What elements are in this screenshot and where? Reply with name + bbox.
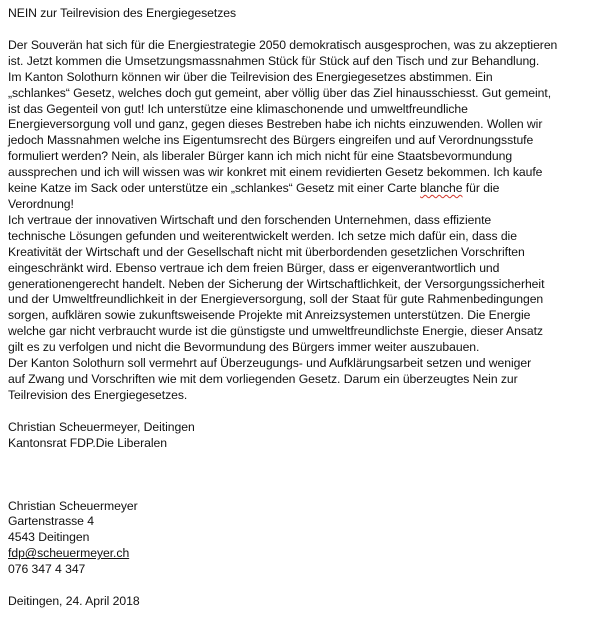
address-street: Gartenstrasse 4 bbox=[8, 514, 94, 529]
signature-name: Christian Scheuermeyer, Deitingen bbox=[8, 419, 195, 434]
address-name: Christian Scheuermeyer bbox=[8, 498, 138, 513]
spacer bbox=[8, 404, 596, 420]
spacer bbox=[8, 578, 596, 594]
email-link[interactable]: fdp@scheuermeyer.ch bbox=[8, 546, 130, 561]
para1-text-before: Der Souverän hat sich für die Energiestrategie 2050 demokratisch ausgesprochen, was zu akzeptieren ist. Jetzt kommen die Umsetzungsmassnahmen Stück für Stück auf den Tisch und zur Behandlung. Im Kanton Solothurn können wir über die Teilrevision des Energiegesetzes abstimmen. Ein „schlankes“ Gesetz, welches doch gut gemeint, aber völlig über das Ziel hinausschiesst. Gut gemeint, ist das Gegenteil von gut! Ich unterstütze eine klimaschonende und umweltfreundliche Energieversorgung voll und ganz, gegen dieses Bestreben habe ich nichts einzuwenden. Wollen wir jedoch Massnahmen welche ins Eigentumsrecht des Bürgers eingreifen und auf Verordnungsstufe formuliert werden? Nein, als liberaler Bürger kann ich mich nicht für eine Staatsbevormundung aussprechen und ich will wissen was wir konkret mit einem revidierten Gesetz bekommen. Ich kaufe keine Katze im Sack oder unterstütze ein „schlankes“ Gesetz mit einer Carte bbox=[8, 37, 558, 196]
address-phone: 076 347 4 347 bbox=[8, 562, 86, 577]
address-email-line bbox=[8, 546, 596, 562]
document-title: NEIN zur Teilrevision des Energiegesetzes bbox=[8, 6, 237, 20]
spacer bbox=[8, 22, 596, 38]
date-line: Deitingen, 24. April 2018 bbox=[8, 594, 140, 609]
document-page bbox=[8, 6, 596, 610]
address-city: 4543 Deitingen bbox=[8, 530, 90, 545]
spacer bbox=[8, 452, 596, 499]
body-paragraph-3: Der Kanton Solothurn soll vermehrt auf Überzeugungs- und Aufklärungsarbeit setzen und weniger auf Zwang und Vorschriften wie mit dem vorliegenden Gesetz. Darum ein überzeugtes Nein zur Teilrevision des Energiegesetzes. bbox=[8, 356, 532, 402]
para1-text-after: für die Verordnung! bbox=[8, 181, 500, 211]
signature-role: Kantonsrat FDP.Die Liberalen bbox=[8, 435, 167, 450]
spellcheck-marked-word[interactable]: blanche bbox=[420, 181, 463, 196]
body-paragraph-1 bbox=[8, 38, 596, 213]
body-paragraph-2: Ich vertraue der innovativen Wirtschaft und den forschenden Unternehmen, dass effiziente technische Lösungen gefunden und weiterentwickelt werden. Ich setze mich dafür ein, dass die Kreativität der Wirtschaft und der Gesellschaft nicht mit überbordenden gesetzlichen Vorschriften eingeschränkt wird. Ebenso vertraue ich dem freien Bürger, dass er eigenverantwortlich und generationengerecht handelt. Neben der Sicherung der Wirtschaftlichkeit, der Versorgungssicherheit und der Umweltfreundlichkeit in der Energieversorgung, soll der Staat für gute Rahmenbedingungen sorgen, aufklären sowie zukunftsweisende Projekte mit Anreizsystemen unterstützen. Die Energie welche gar nicht verbraucht wurde ist die günstigste und umweltfreundlichste Energie, dieser Ansatz gilt es zu verfolgen und nicht die Bevormundung des Bürgers immer weiter auszubauen. bbox=[8, 212, 545, 355]
